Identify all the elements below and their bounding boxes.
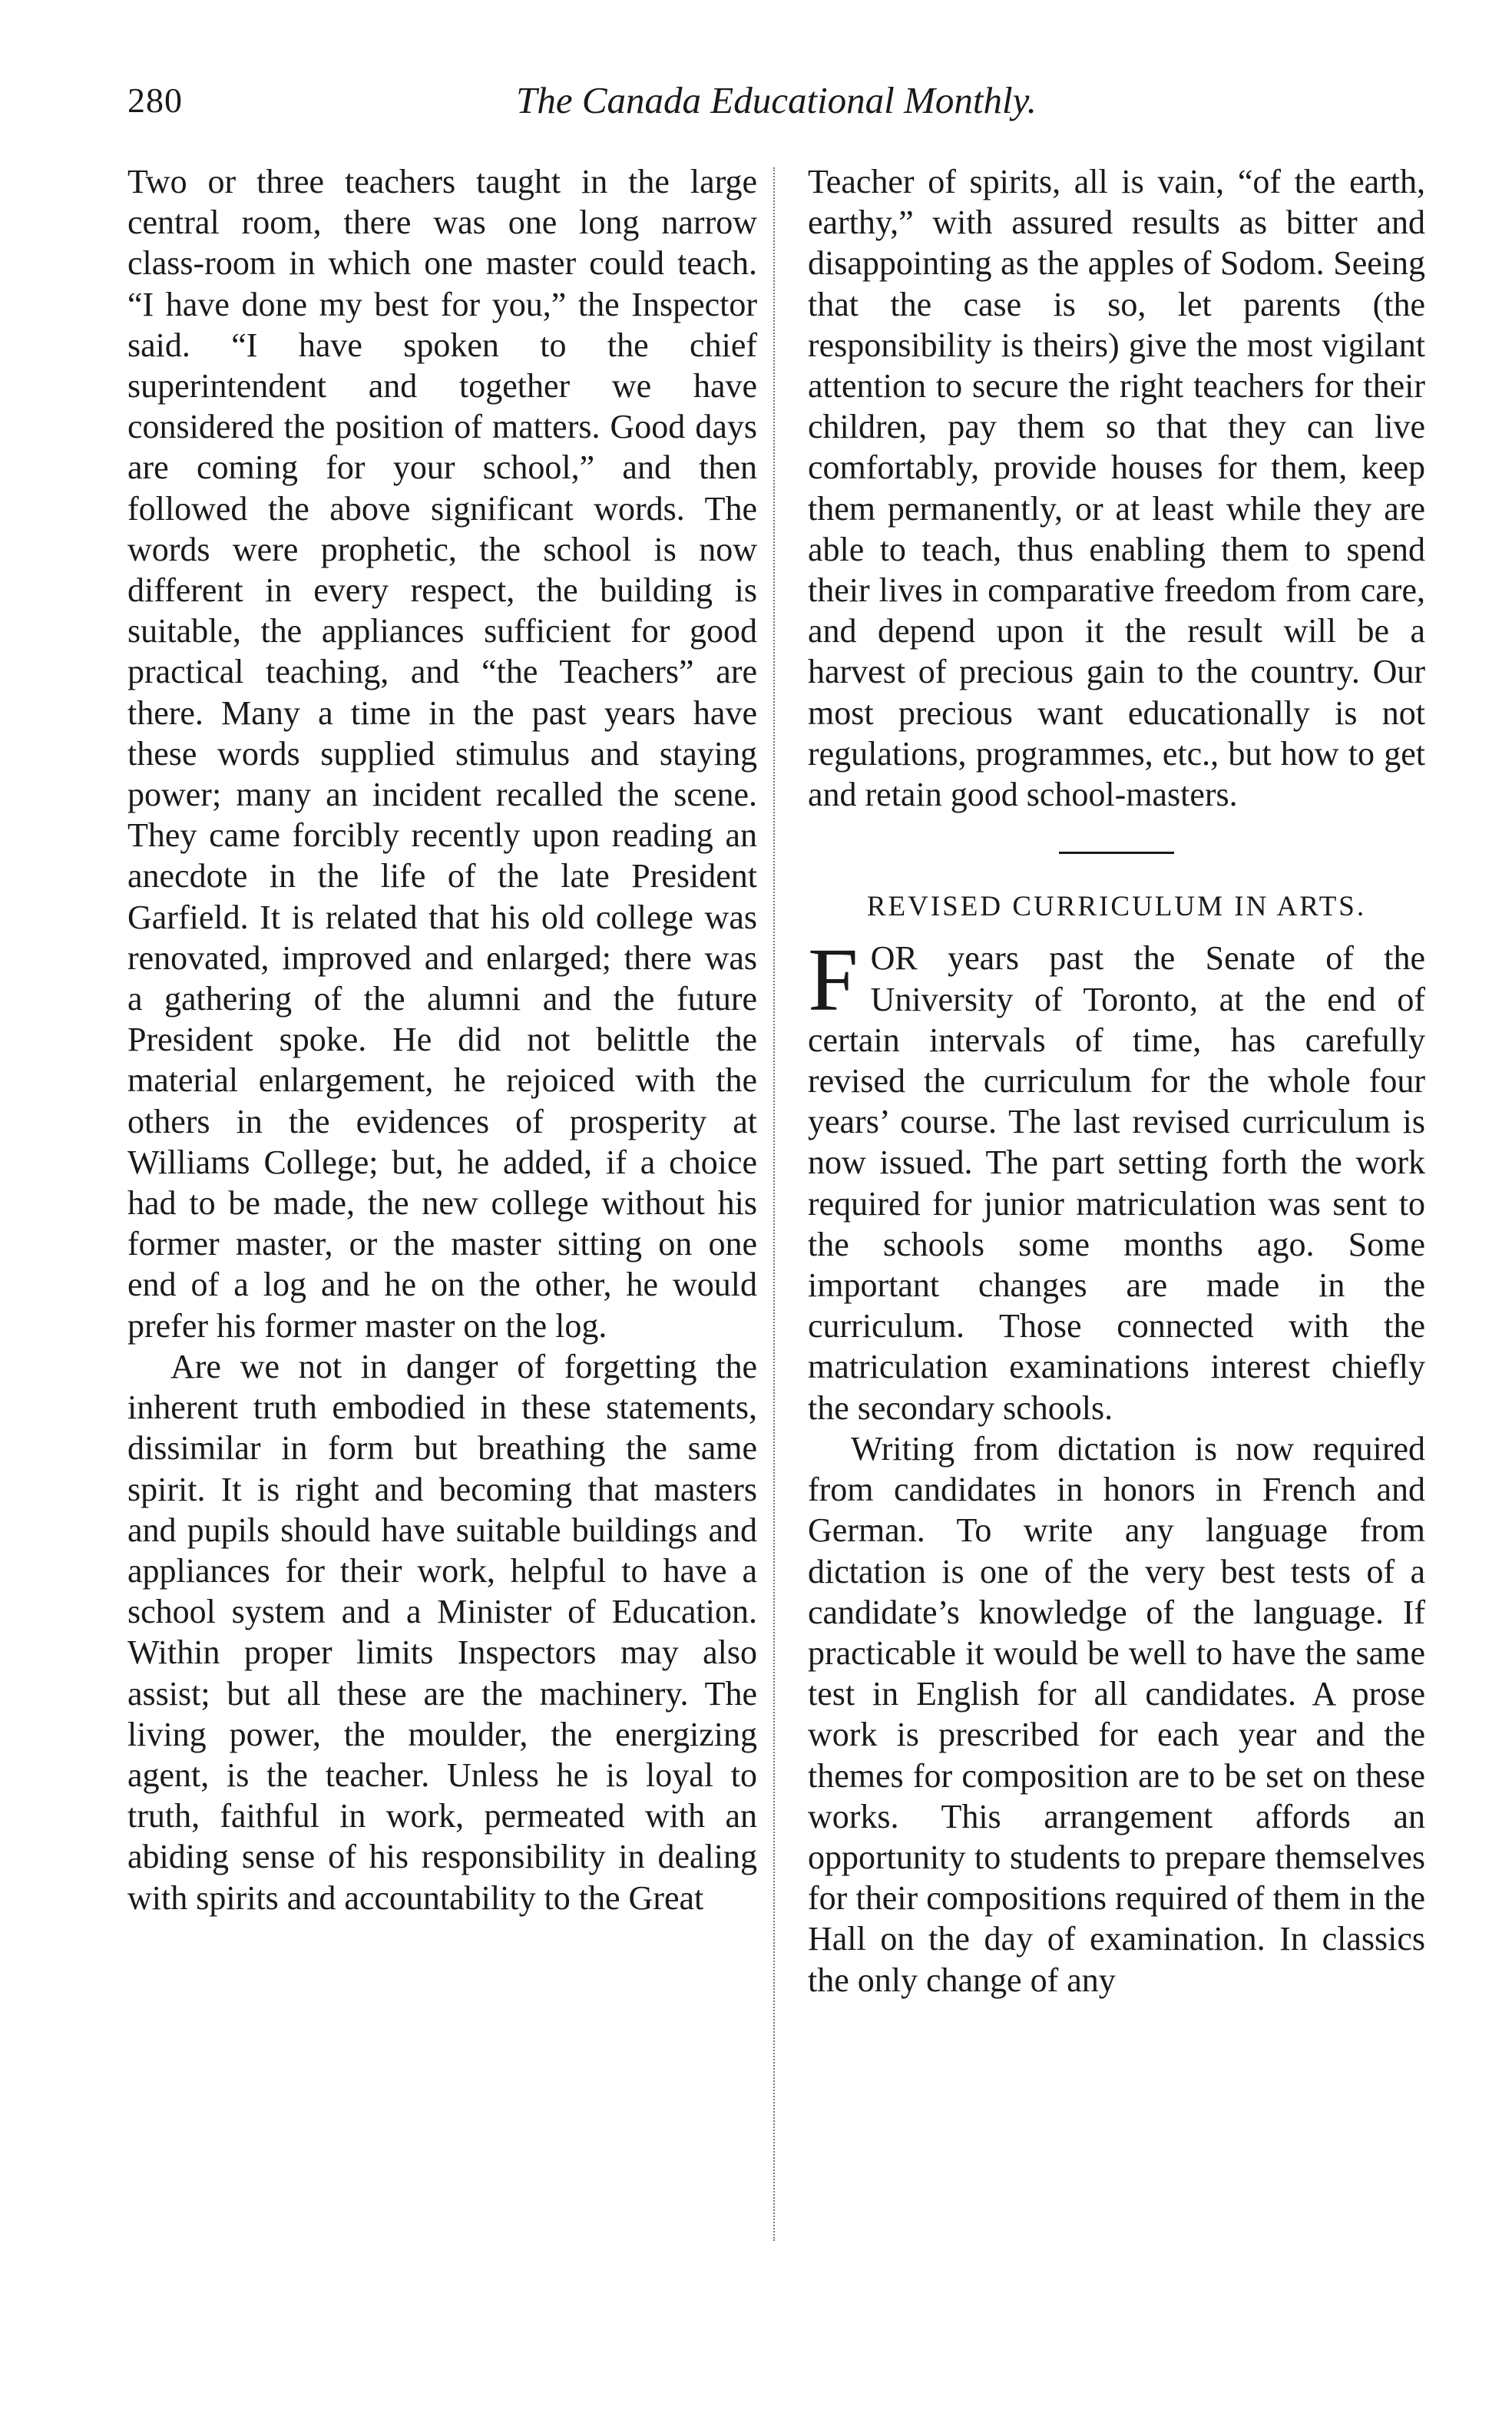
running-head: [127, 74, 1425, 127]
column-divider: [773, 167, 775, 2241]
page-number: 280: [127, 81, 183, 120]
section-heading: REVISED CURRICULUM IN ARTS.: [866, 891, 1367, 923]
section-separator-rule: [1059, 852, 1174, 854]
left-paragraph-1: Two or three teachers taught in the large central room, there was one long narrow class-room in which one master could teach. “I have done my best for you,” the Inspector said. “I have spoken to the chief superintendent and together we have considered the position of matters. Good days are coming for your school,” and then followed the above significant words. The words were prophetic, the school is now different in every respect, the building is suitable, the appliances sufficient for good practical teaching, and “the Teachers” are there. Many a time in the past years have these words supplied stimulus and staying power; many an incident recalled the scene. They came forcibly recently upon reading an anecdote in the life of the late President Garfield. It is related that his old college was renovated, improved and enlarged; there was a gathering of the alumni and the future President spoke. He did not belittle the material enlargement, he rejoiced with the others in the evidences of prosperity at Williams College; but, he added, if a choice had to be made, the new college without his former master, or the master sitting on one end of a log and he on the other, he would prefer his former master on the log.: [127, 163, 757, 1345]
right-paragraph-3: Writing from dictation is now required from candidates in honors in French and German. To write any language from dictation is one of the very best tests of a candidate’s knowledge of the language. If practicable it would be well to have the same test in English for all candidates. A prose work is prescribed for each year and the themes for composition are to be set on these works. This arrangement affords an opportunity to students to prepare themselves for their compositions required of them in the Hall on the day of examination. In classics the only change of any: [808, 1429, 1425, 1999]
right-paragraph-2: [808, 929, 1425, 1428]
journal-title: The Canada Educational Monthly.: [516, 79, 1037, 121]
right-paragraph-1: Teacher of spirits, all is vain, “of the earth, earthy,” with assured results as bitter and disappointing as the apples of Sodom. Seeing that the case is so, let parents (the responsibility is theirs) give the most vigilant attention to secure the right teachers for their children, pay them so that they can live comfortably, provide houses for them, keep them permanently, or at least while they are able to teach, thus enabling them to spend their lives in comparative freedom from care, and depend upon it the result will be a harvest of precious gain to the country. Our most precious want educationally is not regulations, programmes, etc., but how to get and retain good school-masters.: [808, 163, 1425, 814]
drop-cap-letter: F: [808, 929, 859, 1031]
right-paragraph-2-text: OR years past the Senate of the University of Toronto, at the end of certain intervals of time, has carefully revised the curriculum for the whole four years’ course. The last revised curriculum is now issued. The part setting forth the work required for junior matriculation was sent to the schools some months ago. Some important changes are made in the curriculum. Those connected with the matriculation examinations interest chiefly the secondary schools.: [808, 939, 1425, 1427]
left-paragraph-2: Are we not in danger of forgetting the inherent truth embodied in these statements, dissimilar in form but breathing the same spirit. It is right and becoming that masters and pupils should have suitable buildings and appliances for their work, helpful to have a school system and a Minister of Education. Within proper limits Inspectors may also assist; but all these are the machinery. The living power, the moulder, the energizing agent, is the teacher. Unless he is loyal to truth, faithful in work, permeated with an abiding sense of his responsibility in dealing with spirits and accountability to the Great: [127, 1347, 757, 1917]
left-column: [127, 161, 757, 1918]
right-column: [808, 161, 1425, 2001]
